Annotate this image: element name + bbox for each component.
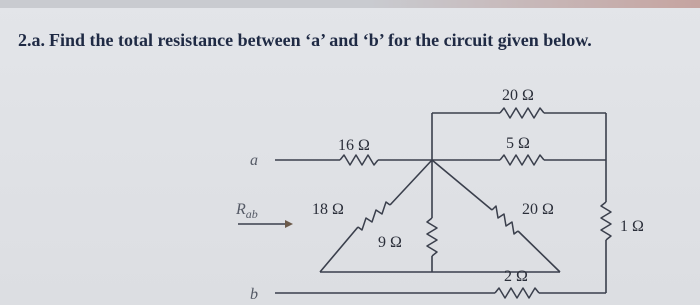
label-20-ohm-mid: 20 Ω xyxy=(522,201,554,218)
wire-diag-left-lower xyxy=(320,227,358,272)
resistor-5-ohm xyxy=(500,155,544,165)
question-number: 2.a. xyxy=(18,30,45,50)
rab-label-sub: ab xyxy=(245,207,258,221)
label-20-ohm-top: 20 Ω xyxy=(502,87,534,104)
terminal-a-label: a xyxy=(250,152,258,169)
label-5-ohm: 5 Ω xyxy=(506,135,530,152)
resistor-2-ohm xyxy=(495,288,539,298)
wire-diag-right-lower xyxy=(518,231,560,272)
rab-arrow-head xyxy=(285,220,293,228)
question-text: Find the total resistance between ‘a’ and ‘b’ for the circuit given below. xyxy=(49,30,592,50)
wire-diag-left-upper xyxy=(390,160,432,205)
label-1-ohm: 1 Ω xyxy=(620,218,644,235)
rab-label xyxy=(235,201,258,221)
label-2-ohm: 2 Ω xyxy=(504,268,528,285)
resistor-1-ohm xyxy=(601,202,611,240)
wire-diag-right-upper xyxy=(432,160,492,210)
label-18-ohm: 18 Ω xyxy=(312,201,344,218)
resistor-20-ohm-mid xyxy=(492,206,518,234)
resistor-20-ohm-top xyxy=(500,108,544,118)
resistor-16-ohm xyxy=(340,155,378,165)
resistor-center-vertical xyxy=(427,218,437,256)
label-16-ohm: 16 Ω xyxy=(338,137,370,154)
rab-label-main: R xyxy=(236,201,246,218)
resistor-18-ohm xyxy=(358,202,390,230)
label-9-ohm: 9 Ω xyxy=(378,234,402,251)
terminal-b-label: b xyxy=(250,286,258,303)
